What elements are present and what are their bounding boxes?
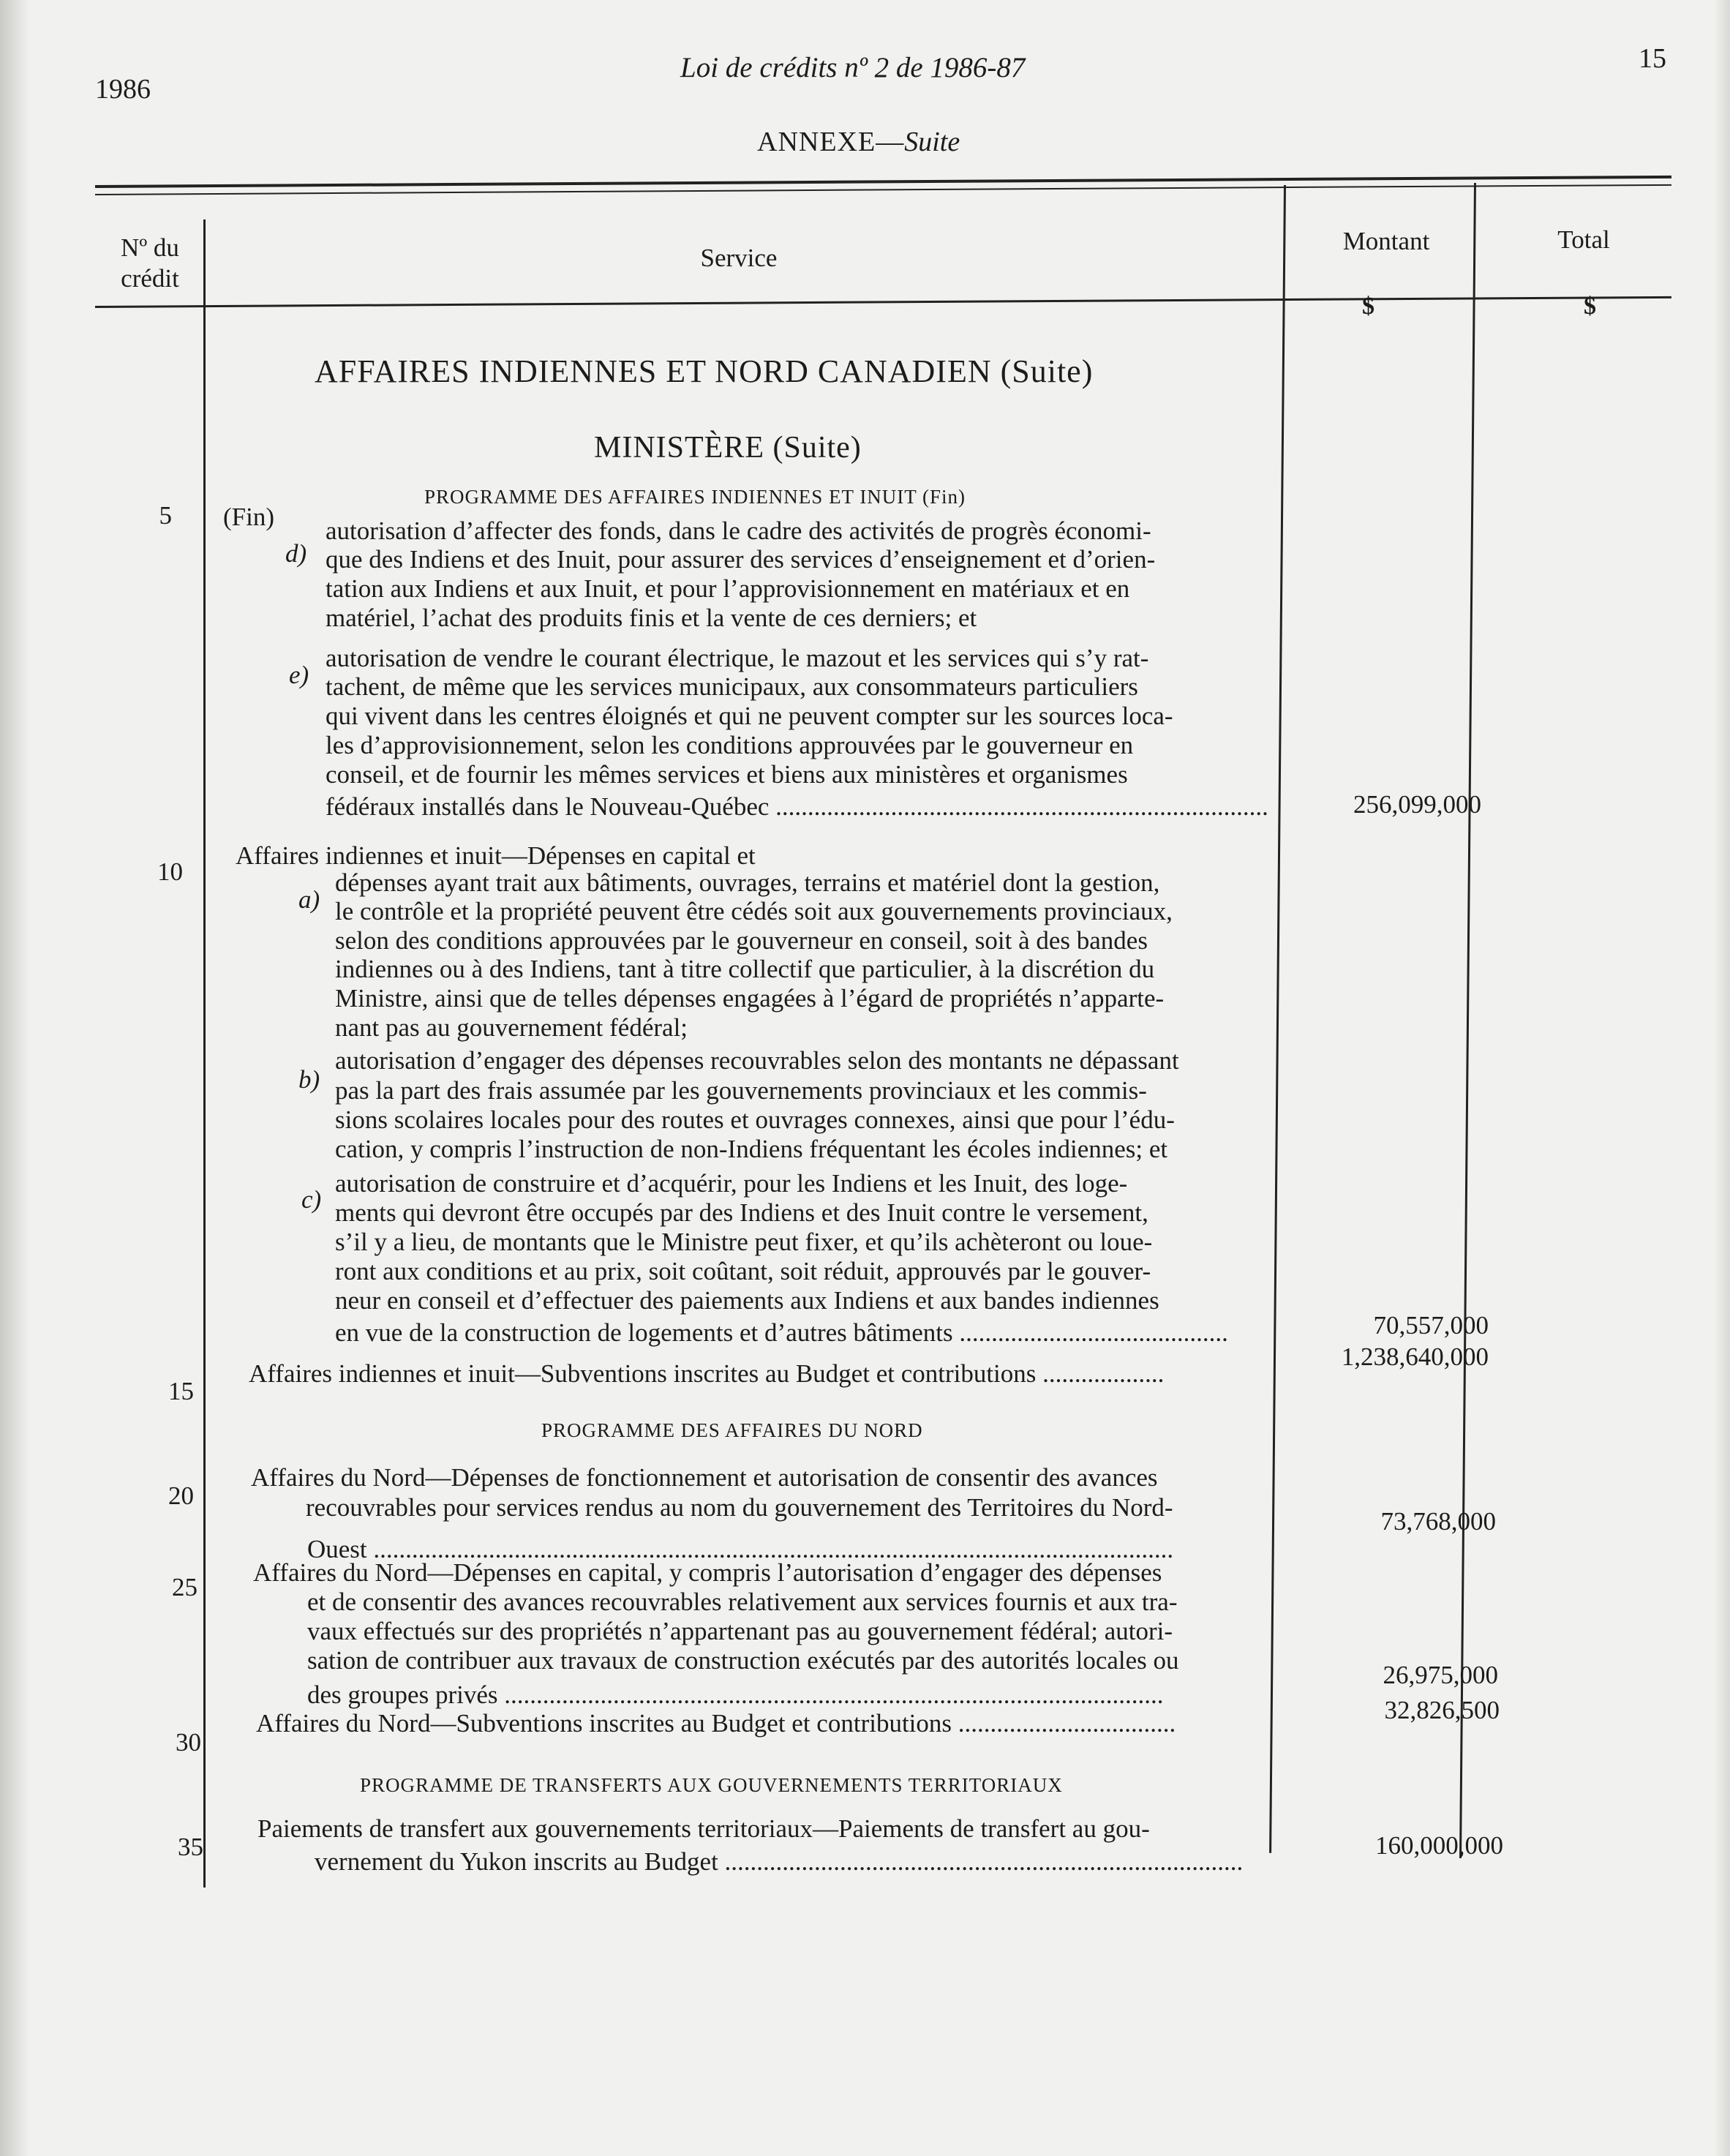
- vote-text-line: cation, y compris l’instruction de non-Indiens fréquentant les écoles indiennes; et: [335, 1135, 1168, 1163]
- vote-text-line: Paiements de transfert aux gouvernements territoriaux—Paiements de transfert au gou-: [257, 1814, 1150, 1843]
- header-title: Loi de crédits nº 2 de 1986-87: [680, 52, 1026, 83]
- vote-text-line: pas la part des frais assumée par les gouvernements provinciaux et les commis-: [335, 1076, 1147, 1105]
- column-divider-credit: [203, 219, 206, 1888]
- page-number: 15: [1639, 43, 1666, 74]
- item-label: a): [298, 885, 320, 914]
- ministere-heading: MINISTÈRE (Suite): [594, 431, 862, 465]
- vote-text-line: indiennes ou à des Indiens, tant à titre collectif que particulier, à la discrétion du: [335, 955, 1155, 983]
- vote-text-line: ments qui devront être occupés par des Indiens et des Inuit contre le versement,: [335, 1198, 1148, 1227]
- item-label: c): [301, 1185, 322, 1214]
- vote-text-line: que des Indiens et des Inuit, pour assurer des services d’enseignement et d’orien-: [326, 545, 1156, 574]
- vote-text-line: recouvrables pour services rendus au nom du gouvernement des Territoires du Nord-: [306, 1493, 1173, 1522]
- vote-text-line: conseil, et de fournir les mêmes services et biens aux ministères et organismes: [326, 760, 1128, 789]
- vote-number: 20: [168, 1481, 194, 1510]
- column-divider-service: [1269, 185, 1286, 1853]
- vote-number: 15: [168, 1377, 194, 1405]
- vote-amount: 70,557,000: [1373, 1311, 1489, 1340]
- item-label: b): [298, 1065, 320, 1094]
- vote-amount: 26,975,000: [1383, 1661, 1498, 1689]
- vote-text-line: sation de contribuer aux travaux de construction exécutés par des autorités locales ou: [307, 1646, 1179, 1675]
- header-total: Total: [1557, 225, 1610, 254]
- vote-text-line: dépenses ayant trait aux bâtiments, ouvrages, terrains et matériel dont la gestion,: [335, 868, 1160, 897]
- header-credit-number: Nº du crédit: [121, 233, 179, 293]
- vote-text-line: Ouest .............................................................................................................................: [307, 1535, 1174, 1563]
- vote-amount: 256,099,000: [1353, 790, 1481, 819]
- vote-amount: 1,238,640,000: [1341, 1342, 1489, 1371]
- vote-number: 30: [176, 1728, 201, 1757]
- page-right-edge-shadow: [1714, 0, 1730, 2156]
- header-montant: Montant: [1342, 227, 1430, 255]
- program-heading: PROGRAMME DES AFFAIRES DU NORD: [541, 1419, 923, 1441]
- page-left-edge-shadow: [0, 0, 29, 2156]
- department-heading: AFFAIRES INDIENNES ET NORD CANADIEN (Suite): [315, 353, 1094, 389]
- currency-total: $: [1584, 293, 1596, 320]
- vote-heading: (Fin): [223, 503, 274, 531]
- header-service: Service: [700, 244, 778, 272]
- vote-amount: 160,000,000: [1375, 1831, 1503, 1860]
- item-label: e): [289, 661, 309, 689]
- vote-text-line: vernement du Yukon inscrits au Budget .................................................................................: [315, 1847, 1244, 1876]
- vote-number: 25: [172, 1573, 198, 1601]
- vote-amount: 73,768,000: [1380, 1507, 1496, 1536]
- header-year: 1986: [95, 74, 151, 105]
- vote-number: 35: [178, 1833, 203, 1861]
- vote-text-line: autorisation d’engager des dépenses recouvrables selon des montants ne dépassant: [335, 1046, 1179, 1075]
- vote-text-line: tachent, de même que les services municipaux, aux consommateurs particuliers: [326, 672, 1138, 701]
- column-divider-montant: [1459, 183, 1476, 1858]
- vote-heading: Affaires indiennes et inuit—Dépenses en capital et: [236, 841, 756, 870]
- vote-text-line: autorisation de construire et d’acquérir, pour les Indiens et les Inuit, des loge-: [335, 1169, 1128, 1198]
- currency-montant: $: [1362, 293, 1374, 320]
- vote-text-line: les d’approvisionnement, selon les conditions approuvées par le gouverneur en: [326, 731, 1134, 759]
- vote-text-line: selon des conditions approuvées par le gouverneur en conseil, soit à des bandes: [335, 926, 1148, 955]
- vote-text-line: Affaires du Nord—Dépenses en capital, y compris l’autorisation d’engager des dépenses: [253, 1558, 1162, 1587]
- program-heading: PROGRAMME DE TRANSFERTS AUX GOUVERNEMENTS TERRITORIAUX: [360, 1774, 1063, 1796]
- vote-text-line: neur en conseil et d’effectuer des paiements aux Indiens et aux bandes indiennes: [335, 1286, 1159, 1315]
- vote-text-line: fédéraux installés dans le Nouveau-Québec .............................................................................: [326, 792, 1268, 821]
- vote-text-line: le contrôle et la propriété peuvent être cédés soit aux gouvernements provinciaux,: [335, 897, 1173, 925]
- vote-text-line: vaux effectués sur des propriétés n’appartenant pas au gouvernement fédéral; autori-: [307, 1617, 1173, 1645]
- vote-text-line: autorisation d’affecter des fonds, dans le cadre des activités de progrès économi-: [326, 517, 1151, 545]
- item-label: d): [285, 539, 307, 568]
- vote-amount: 32,826,500: [1384, 1696, 1500, 1724]
- vote-text-line: tation aux Indiens et aux Inuit, et pour l’approvisionnement en matériaux et en: [326, 574, 1130, 603]
- vote-text-line: Affaires du Nord—Subventions inscrites au Budget et contributions ..................................: [256, 1709, 1176, 1738]
- vote-text-line: sions scolaires locales pour des routes et ouvrages connexes, ainsi que pour l’édu-: [335, 1105, 1175, 1134]
- vote-number: 10: [157, 857, 183, 886]
- vote-text-line: des groupes privés .......................................................................................................: [307, 1680, 1164, 1709]
- annexe-heading: ANNEXE—Suite: [757, 127, 960, 157]
- vote-number: 5: [159, 501, 172, 530]
- vote-text-line: Ministre, ainsi que de telles dépenses engagées à l’égard de propriétés n’apparte-: [335, 984, 1165, 1013]
- vote-text-line: matériel, l’achat des produits finis et la vente de ces derniers; et: [326, 604, 977, 632]
- program-heading: PROGRAMME DES AFFAIRES INDIENNES ET INUIT (Fin): [424, 486, 966, 508]
- vote-text-line: s’il y a lieu, de montants que le Ministre peut fixer, et qu’ils achèteront ou loue-: [335, 1228, 1153, 1256]
- vote-text-line: qui vivent dans les centres éloignés et qui ne peuvent compter sur les sources loca-: [326, 702, 1173, 730]
- vote-text-line: ront aux conditions et au prix, soit coûtant, soit réduit, approuvés par le gouver-: [335, 1257, 1151, 1285]
- vote-text-line: autorisation de vendre le courant électrique, le mazout et les services qui s’y rat-: [326, 644, 1149, 672]
- vote-text-line: Affaires du Nord—Dépenses de fonctionnement et autorisation de consentir des avances: [251, 1463, 1158, 1492]
- vote-text-line: nant pas au gouvernement fédéral;: [335, 1013, 688, 1042]
- table-header-rule: [95, 296, 1671, 308]
- vote-text-line: en vue de la construction de logements et d’autres bâtiments ..........................................: [335, 1318, 1228, 1347]
- vote-text-line: et de consentir des avances recouvrables relativement aux services fournis et aux tra-: [307, 1588, 1178, 1616]
- vote-text-line: Affaires indiennes et inuit—Subventions inscrites au Budget et contributions ...................: [249, 1359, 1165, 1388]
